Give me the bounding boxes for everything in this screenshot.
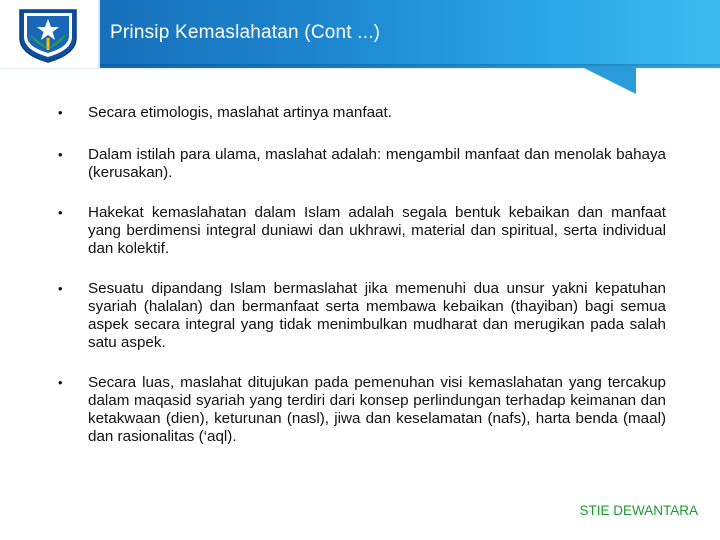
bullet-text: Secara etimologis, maslahat artinya manfaat. [88,104,392,121]
slide-title: Prinsip Kemaslahatan (Cont ...) [110,22,381,43]
bullet-text: Dalam istilah para ulama, maslahat adalah: mengambil manfaat dan menolak bahaya (kerusakan). [88,146,666,181]
logo-panel [0,0,100,68]
bullet-marker: • [58,105,63,120]
bullet-marker: • [58,205,63,220]
bullet-item [56,374,666,446]
bullet-marker: • [58,375,63,390]
bullet-text: Secara luas, maslahat ditujukan pada pemenuhan visi kemaslahatan yang tercakup dalam maqasid syariah yang terdiri dari konsep perlindungan terhadap keimanan dan ketakwaan (dien), keturunan (nasl), jiwa dan keselamatan (nafs), harta benda (maal) dan rasionalitas (‘aql). [88,374,666,445]
footer-institution-label: STIE DEWANTARA [579,503,698,518]
bullet-text: Sesuatu dipandang Islam bermaslahat jika memenuhi dua unsur yakni kepatuhan syariah (halalan) dan bermanfaat serta membawa kebaikan (thayiban) bagi semua aspek secara integral yang tidak menimbulkan mudharat dan merugikan pada salah satu aspek. [88,280,666,351]
bullet-item [56,280,666,352]
bullet-text: Hakekat kemaslahatan dalam Islam adalah segala bentuk kebaikan dan manfaat yang berdimensi integral duniawi dan ukhrawi, material dan spiritual, serta individual dan kolektif. [88,204,666,257]
bullet-marker: • [58,281,63,296]
bullet-marker: • [58,147,63,162]
bullet-item [56,104,666,122]
bullet-list [56,104,666,468]
bullet-item [56,146,666,182]
bullet-item [56,204,666,258]
university-emblem-icon [16,4,80,64]
header-corner-fold [584,68,636,94]
